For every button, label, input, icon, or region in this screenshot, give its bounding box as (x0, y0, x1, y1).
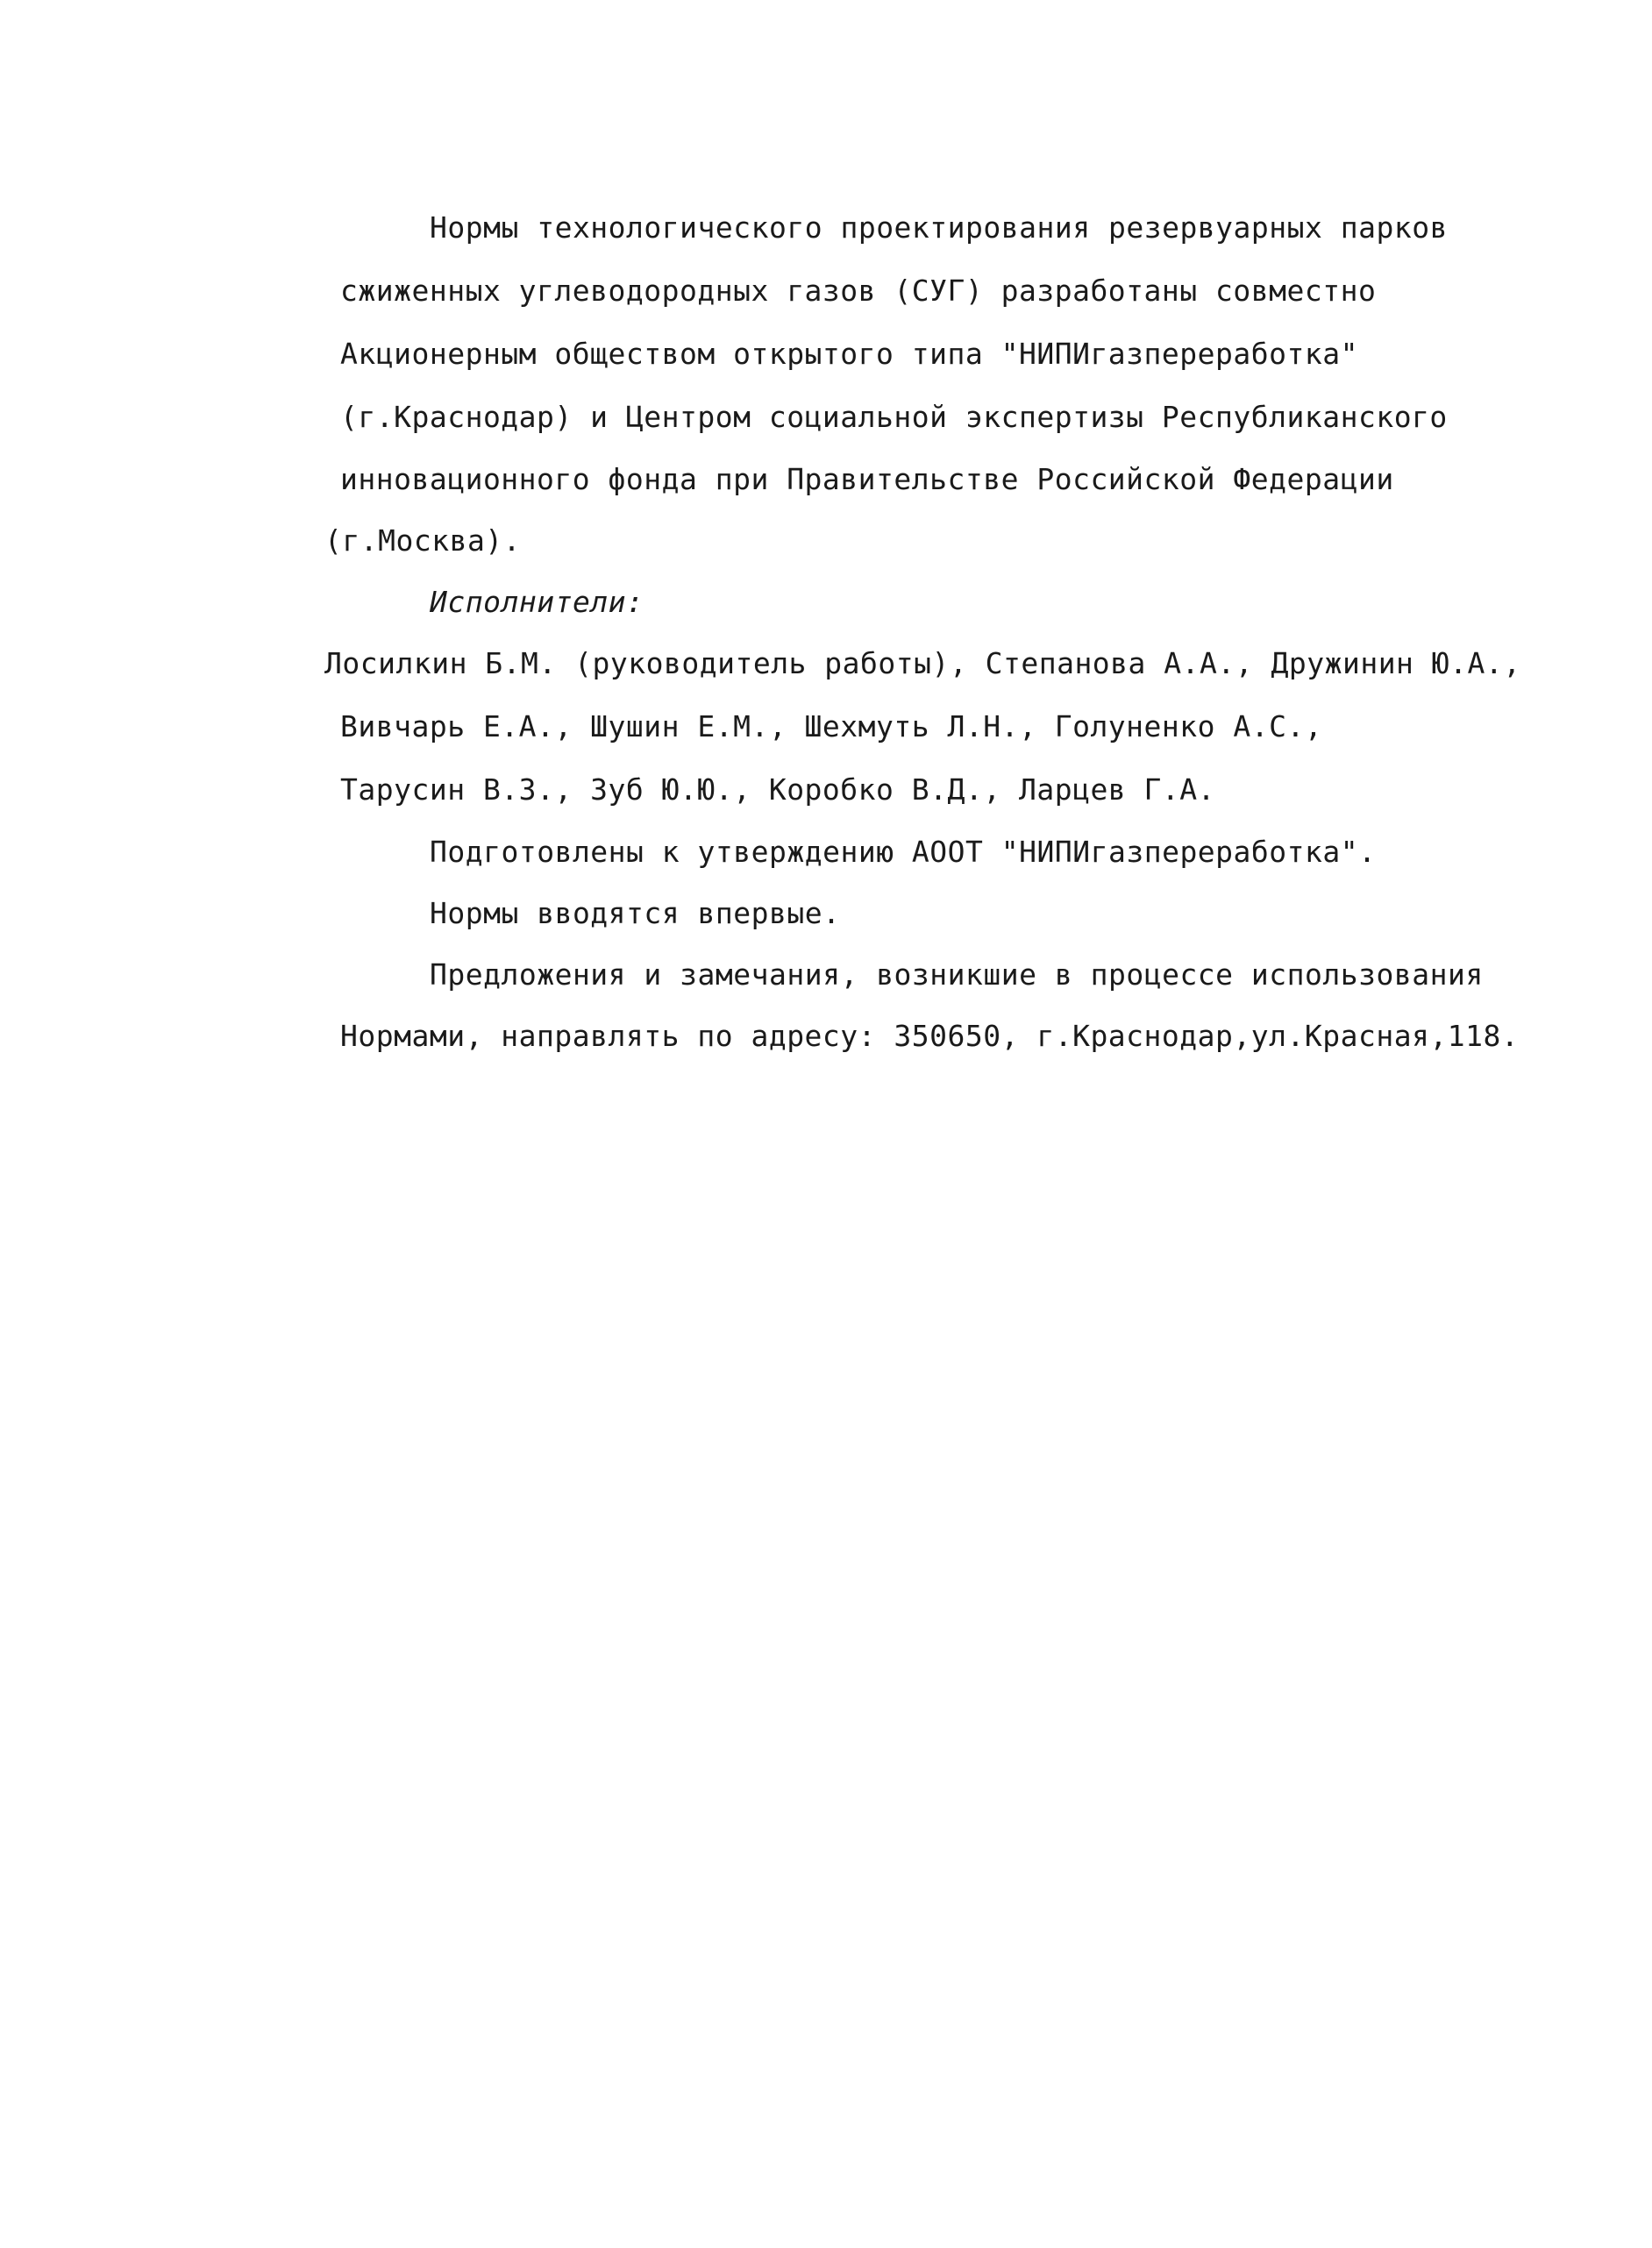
intro-line-6: (г.Москва). (324, 523, 522, 558)
prepared-line: Подготовлены к утверждению АООТ "НИПИгазпереработка". (430, 835, 1377, 869)
first-time-line: Нормы вводятся впервые. (430, 896, 841, 930)
proposals-line-2: Нормами, направлять по адресу: 350650, г.Краснодар,ул.Красная,118. (340, 1019, 1520, 1053)
intro-line-3: Акционерным обществом открытого типа "НИПИгазпереработка" (340, 337, 1358, 371)
intro-line-1: Нормы технологического проектирования резервуарных парков (430, 210, 1448, 245)
performers-line-1: Лосилкин Б.М. (руководитель работы), Степанова А.А., Дружинин Ю.А., (324, 646, 1521, 680)
intro-line-4: (г.Краснодар) и Центром социальной экспертизы Республиканского (340, 400, 1448, 434)
performers-line-3: Тарусин В.З., Зуб Ю.Ю., Коробко В.Д., Ларцев Г.А. (340, 772, 1216, 807)
proposals-line-1: Предложения и замечания, возникшие в процессе использования (430, 957, 1484, 992)
intro-line-2: сжиженных углеводородных газов (СУГ) разработаны совместно (340, 274, 1377, 308)
performers-line-2: Вивчарь Е.А., Шушин Е.М., Шехмуть Л.Н., Голуненко А.С., (340, 709, 1323, 743)
performers-heading: Исполнители: (430, 585, 644, 619)
intro-line-5: инновационного фонда при Правительстве Российской Федерации (340, 462, 1394, 496)
